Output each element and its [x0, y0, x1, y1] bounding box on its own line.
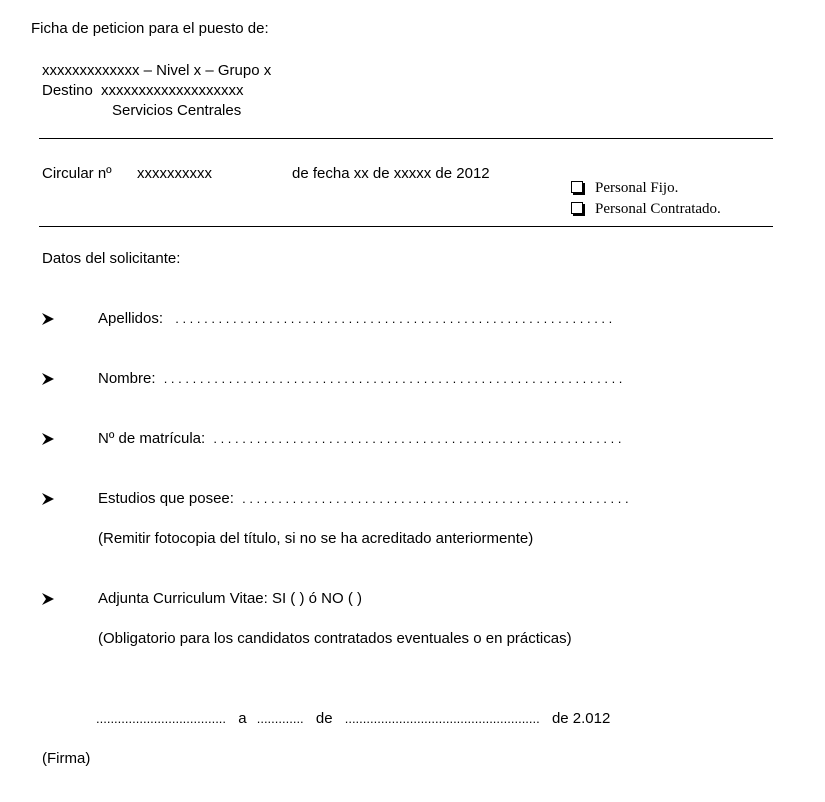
field-apellidos[interactable] — [98, 310, 612, 328]
option-label: Personal Contratado. — [595, 201, 721, 217]
de-text: de — [315, 710, 333, 727]
field-dots: . . . . . . . . . . . . . . . . . . . . . . . . . . . . . . . . . . . . . . . . . . . . . . . . . . . . . . . . . — [213, 431, 622, 446]
field-label: Nombre: — [98, 370, 156, 387]
estudios-note: (Remitir fotocopia del título, si no se ha acreditado anteriormente) — [98, 530, 534, 547]
circular-date: de fecha xx de xxxxx de 2012 — [292, 165, 490, 182]
checkbox-icon[interactable] — [571, 181, 583, 193]
year-text: de 2.012 — [551, 710, 611, 727]
top-divider — [39, 138, 773, 139]
circular-label: Circular nº — [42, 165, 112, 182]
destino-value: xxxxxxxxxxxxxxxxxxx — [101, 82, 244, 99]
cv-note: (Obligatorio para los candidatos contratados eventuales o en prácticas) — [98, 630, 572, 647]
destino-line — [42, 82, 244, 100]
position-line: xxxxxxxxxxxxx – Nivel x – Grupo x — [42, 62, 272, 79]
destino-sub: Servicios Centrales — [112, 102, 242, 119]
field-dots: . . . . . . . . . . . . . . . . . . . . . . . . . . . . . . . . . . . . . . . . . . . . . . . . . . . . . . . . . . . . . . . . — [163, 371, 623, 386]
field-label: Apellidos: — [98, 310, 164, 327]
field-estudios[interactable] — [98, 490, 629, 508]
arrow-bullet-icon — [42, 433, 54, 445]
field-matricula[interactable] — [98, 430, 622, 448]
firma-label: (Firma) — [42, 750, 91, 767]
arrow-bullet-icon — [42, 313, 54, 325]
arrow-bullet-icon — [42, 373, 54, 385]
arrow-bullet-icon — [42, 593, 54, 605]
arrow-bullet-icon — [42, 493, 54, 505]
option-personal-contratado[interactable] — [571, 200, 721, 218]
field-label: Nº de matrícula: — [98, 430, 206, 447]
place-dots: .................................... — [96, 711, 227, 726]
month-dots: ...................................................... — [344, 711, 540, 726]
signature-date-line[interactable] — [96, 710, 610, 728]
option-personal-fijo[interactable] — [571, 179, 678, 197]
field-dots: . . . . . . . . . . . . . . . . . . . . . . . . . . . . . . . . . . . . . . . . . . . . . . . . . . . . . . . . . . . . . — [175, 311, 613, 326]
field-nombre[interactable] — [98, 370, 622, 388]
circular-number: xxxxxxxxxx — [137, 165, 212, 182]
destino-label: Destino — [42, 82, 93, 99]
field-dots: . . . . . . . . . . . . . . . . . . . . . . . . . . . . . . . . . . . . . . . . . . . . . . . . . . . . . . — [242, 491, 629, 506]
checkbox-icon[interactable] — [571, 202, 583, 214]
bottom-divider — [39, 226, 773, 227]
applicant-heading: Datos del solicitante: — [42, 250, 181, 267]
form-title: Ficha de peticion para el puesto de: — [31, 20, 269, 37]
a-text: a — [238, 710, 247, 727]
cv-question[interactable]: Adjunta Curriculum Vitae: SI ( ) ó NO ( ) — [98, 590, 362, 607]
day-dots: ............. — [256, 711, 304, 726]
option-label: Personal Fijo. — [595, 180, 679, 196]
field-label: Estudios que posee: — [98, 490, 234, 507]
